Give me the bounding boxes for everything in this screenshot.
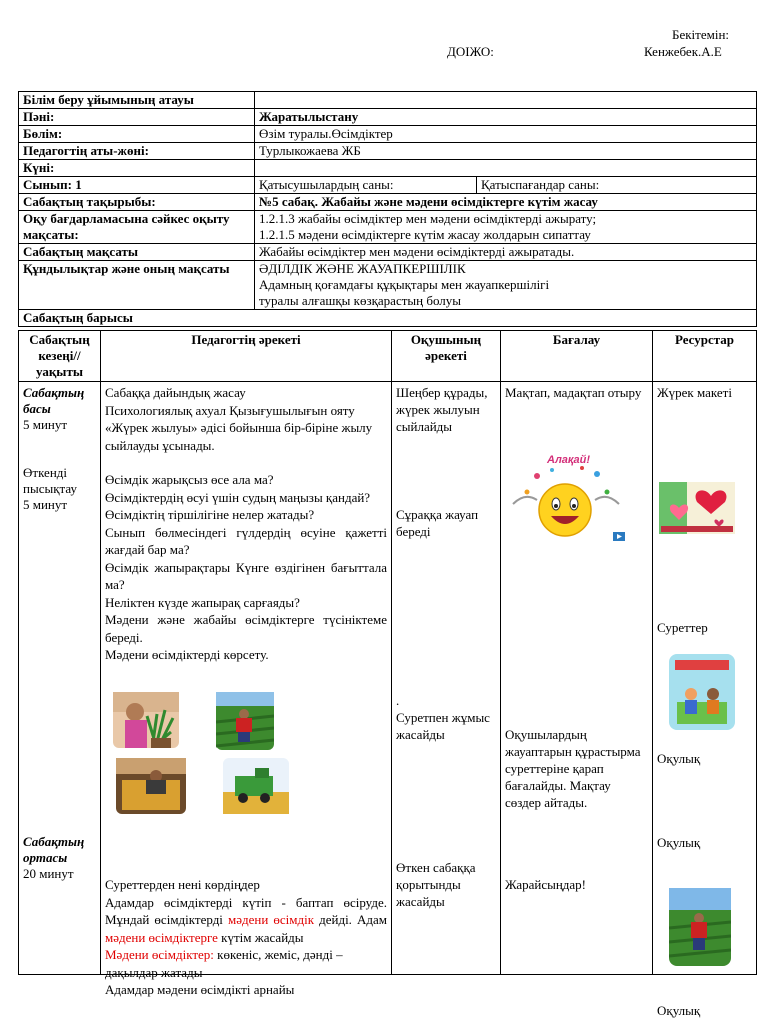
subject-label: Пәні: [19,109,255,126]
teacher-m2b: дейді. Адам [319,912,388,927]
values-value [255,261,757,310]
photo-harvest [116,758,186,819]
objective-label: Сабақтың мақсаты [19,244,255,261]
teacher-q1: Өсімдік жарықсыз өсе ала ма? [105,472,274,487]
section-value: Өзім туралы.Өсімдіктер [255,126,757,143]
student-s3: Суретпен жұмыс жасайды [396,710,490,742]
teacher-q5: Өсімдік жапырақтары Күнге өздігінен бағыттала ма? [105,559,387,592]
goal-2: 1.2.1.5 мәдени өсімдіктерге күтім жасау жолдарын сипаттау [259,227,591,242]
teacher-q2: Өсімдіктердің өсуі үшін судың маңызы қандай? [105,489,371,505]
teacher-q4: Сынып бөлмесіндегі гүлдердің өсуіне қажетті жағдай бар ма? [105,524,387,557]
teacher-m3 [105,946,387,981]
approval-title: Бекітемін: [672,27,730,42]
photo-combine [223,758,289,819]
student-s1: Шеңбер құрады, жүрек жылуын сыйлайды [396,385,488,434]
resource-r3: Оқулық [657,751,701,766]
absent-label: Қатыспағандар саны: [477,177,757,194]
goals-value [255,211,757,244]
teacher-m3-red: Мәдени өсімдіктер: [105,947,214,962]
teacher-q7: Мәдени және жабайы өсімдіктерге түсініктеме береді. [105,612,387,645]
teacher-q8: Мәдени өсімдіктерді көрсету. [105,647,269,662]
textbook-image [669,654,735,734]
header-stage: Сабақтың кезеңі// уақыты [19,331,101,382]
assess-a1: Мақтап, мадақтап отыру [505,385,642,400]
school-label: Білім беру ұйымының атауы [19,92,255,109]
teacher-m2c: күтім жасайды [221,929,304,945]
lesson-info-table [18,91,757,327]
stage-review-time: 5 минут [23,497,68,512]
school-value [255,92,757,109]
topic-value: №5 сабақ. Жабайы және мәдени өсімдіктерге күтім жасау [255,194,757,211]
teacher-label: Педагогтің аты-жөні: [19,143,255,160]
header-assess: Бағалау [501,331,653,382]
stage-cell [19,382,101,975]
goals-label: Оқу бағдарламасына сәйкес оқыту мақсаты: [19,211,255,244]
student-s4: Өткен сабаққа қорытынды жасайды [396,860,476,909]
stage-start-time: 5 минут [23,417,68,432]
teacher-value: Турлыкожаева ЖБ [255,143,757,160]
teacher-p3: «Жүрек жылуы» әдісі бойынша бір-біріне жылу сыйлауды ұсынады. [105,420,373,453]
resources-cell [653,382,757,1018]
assess-a3: Жарайсыңдар! [505,877,586,892]
subject-value: Жаратылыстану [255,109,757,126]
lesson-progress-table [18,330,757,1018]
assess-cell [501,382,653,975]
field-photo-image [669,888,731,970]
objective-value: Жабайы өсімдіктер мен мәдени өсімдіктерді ажыратады. [255,244,757,261]
resource-r5: Оқулық [657,1003,701,1018]
student-cell [392,382,501,975]
smiley-image [507,452,625,542]
teacher-m2a: Адамдар өсімдіктерді күтіп - баптап өсіруде. Мұндай өсімдіктерді [105,894,387,927]
teacher-m1: Суреттерден нені көрдіңдер [105,877,260,892]
heart-model-image [659,482,735,538]
teacher-m2 [105,894,387,947]
assess-a2: Оқушылардың жауаптарын құрастырма суреттеріне қарап бағалайды. Мақтау сөздер айтады. [505,727,641,810]
goal-1: 1.2.1.3 жабайы өсімдіктер мен мәдени өсімдіктерді ажырату; [259,211,597,226]
stage-review: Өткенді пысықтау [23,465,77,496]
resource-r2: Суреттер [657,620,708,635]
topic-label: Сабақтың тақырыбы: [19,194,255,211]
resource-r1: Жүрек макеті [657,385,732,400]
teacher-q6: Неліктен күзде жапырақ сарғаяды? [105,594,300,610]
header-student: Оқушының әрекеті [392,331,501,382]
teacher-m2-red2: мәдени өсімдіктерге [105,929,218,945]
teacher-p2: Психологиялық ахуал Қызығушылығын ояту [105,402,355,418]
photo-field-worker [216,692,274,755]
teacher-m4: Адамдар мәдени өсімдікті арнайы [105,982,295,997]
present-label: Қатысушылардың саны: [255,177,477,194]
values-line-3: туралы алғашқы көзқарастың болуы [259,293,462,308]
student-s2: Сұраққа жауап береді [396,507,479,539]
header-teacher: Педагогтің әрекеті [101,331,392,382]
teacher-q3: Өсімдіктің тіршілігіне нелер жатады? [105,507,315,522]
approval-org: ДОІЖО: [447,44,494,59]
date-value [255,160,757,177]
teacher-p1: Сабаққа дайындық жасау [105,385,246,400]
values-label: Құндылықтар және оның мақсаты [19,261,255,310]
values-line-1: ӘДІЛДІК ЖӘНЕ ЖАУАПКЕРШІЛІК [259,261,466,276]
photo-potted-plant [113,692,179,753]
section-label: Бөлім: [19,126,255,143]
stage-middle: Сабақтың ортасы [23,834,85,865]
teacher-m3-text: көкеніс, жеміс, дәнді – дақылдар жатады [105,947,343,980]
progress-label: Сабақтың барысы [19,310,757,327]
smiley-caption: Алақай! [547,454,590,466]
header-resources: Ресурстар [653,331,757,382]
grade-label: Сынып: 1 [19,177,255,194]
resource-r4: Оқулық [657,835,701,850]
teacher-cell [101,382,392,997]
stage-middle-time: 20 минут [23,866,74,881]
stage-start: Сабақтың басы [23,385,85,416]
values-line-2: Адамның қоғамдағы құқықтары мен жауапкершілігі [259,277,550,292]
approval-name: Кенжебек.А.Е [644,44,722,59]
student-dot: . [396,693,400,708]
date-label: Күні: [19,160,255,177]
teacher-m2-red: мәдени өсімдік [228,912,315,927]
